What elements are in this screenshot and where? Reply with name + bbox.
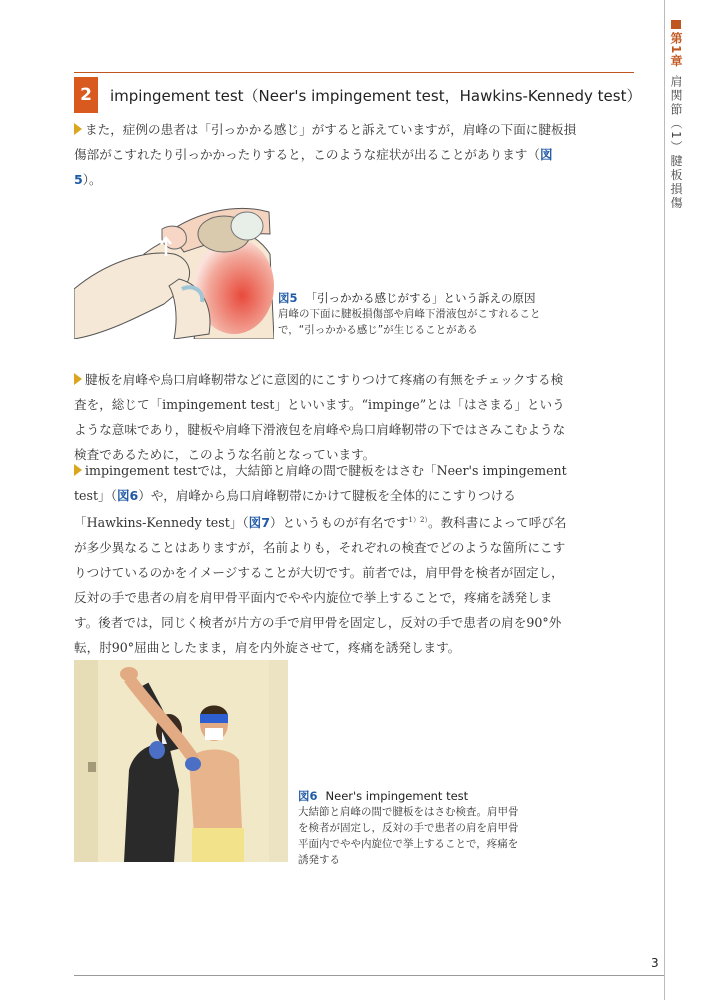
clinical-photo-icon: [74, 660, 288, 862]
paragraph-text-end: ）。: [82, 172, 102, 187]
figure5-number: 図5: [278, 291, 298, 305]
figure6-caption: [298, 788, 522, 868]
figure5-body: 肩峰の下面に腱板損傷部や肩峰下滑液包がこすれることで，“引っかかる感じ”が生じることがある: [278, 308, 541, 336]
paragraph-symptom: [74, 117, 580, 192]
figure-reference[interactable]: 図7: [248, 515, 271, 531]
figure5-title: 「引っかかる感じがする」という訴えの原因: [305, 291, 536, 305]
side-rule: [664, 0, 665, 1000]
shoulder-illustration-icon: [74, 194, 274, 339]
section-title: impingement test（Neer's impingement test，Hawkins-Kennedy test）: [110, 87, 642, 105]
page-number: 3: [651, 956, 659, 970]
chapter-subtitle: 肩関節（1）腱板損傷: [669, 75, 683, 211]
section-number: 2: [74, 77, 98, 113]
paragraph-impingement-definition: [74, 367, 574, 467]
chapter-label: 第1章: [668, 20, 685, 67]
bullet-triangle-icon: [74, 464, 82, 476]
chapter-side-tab: [668, 20, 698, 211]
footer-rule: [74, 975, 664, 976]
figure6-body: 大結節と肩峰の間で腱板をはさむ検査。肩甲骨を検者が固定し，反対の手で患者の肩を肩甲骨平面内でやや内旋位で挙上することで，疼痛を誘発する: [298, 806, 519, 866]
figure-reference[interactable]: 図6: [116, 488, 139, 503]
figure5-caption: [278, 290, 568, 338]
citation[interactable]: 1）2）: [408, 516, 428, 524]
paragraph-text: 腱板を肩峰や烏口肩峰靭帯などに意図的にこすりつけて疼痛の有無をチェックする検査を，総じて「impingement test」といいます。“impinge”とは「はさまる」というような意味であり，腱板や肩峰下滑液包を肩峰や烏口肩峰靭帯の下ではさみこむような検査であるために，このような名前となっています。: [74, 372, 566, 462]
bullet-triangle-icon: [74, 123, 82, 135]
figure5-illustration: [74, 194, 274, 339]
paragraph-text-d: 。教科書によって呼び名が多少異なることはありますが，名前よりも，それぞれの検査でどのような箇所にこすりつけているのかをイメージすることが大切です。前者では，肩甲骨を検者が固定し，反対の手で患者の肩を肩甲骨平面内でやや内旋位で挙上することで，疼痛を誘発します。後者では，同じく検者が片方の手で肩甲骨を固定し，反対の手で患者の肩を90°外転，肘90°屈曲としたまま，肩を内外旋させて，疼痛を誘発します。: [74, 515, 567, 656]
section-header: [74, 72, 642, 113]
paragraph-test-types: [74, 458, 574, 660]
figure6-photo: [74, 660, 288, 862]
paragraph-text-a: impingement testでは，大結節と肩峰の間で腱板をはさむ「Neer's impingement test」（: [74, 463, 567, 503]
paragraph-text-c: ）というものが有名です: [270, 515, 409, 531]
figure-reference[interactable]: 図5: [74, 147, 553, 187]
paragraph-text: また，症例の患者は「引っかかる感じ」がすると訴えていますが，肩峰の下面に腱板損傷部がこすれたり引っかかったりすると，このような症状が出ることがあります（: [74, 122, 577, 162]
figure6-number: 図6: [298, 789, 318, 803]
bullet-triangle-icon: [74, 373, 82, 385]
paragraph-text-b: ）や，肩峰から烏口肩峰靭帯にかけて腱板を全体的にこすりつける「Hawkins-Kennedy test」（: [74, 488, 516, 531]
figure6-title: Neer's impingement test: [325, 789, 469, 803]
